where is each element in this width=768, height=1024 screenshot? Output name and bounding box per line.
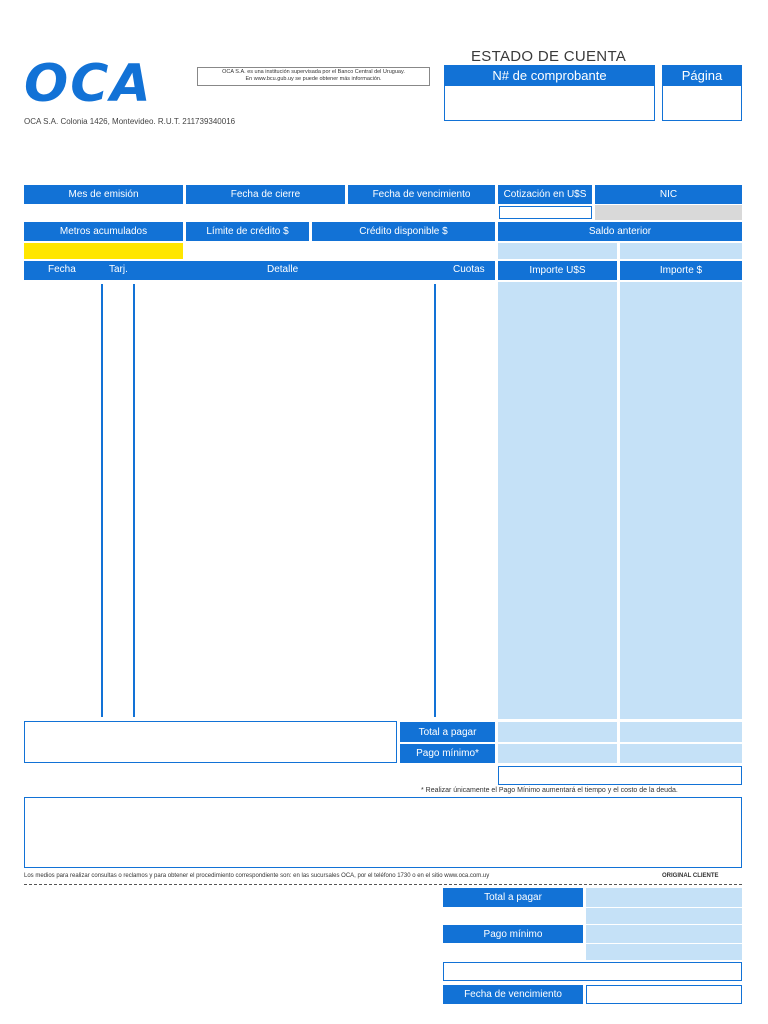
tear-off-line [24,884,742,885]
total-pagar-label: Total a pagar [400,722,495,742]
col-cuotas: Cuotas [453,264,485,275]
document-title: ESTADO DE CUENTA [471,48,627,65]
importe-pesos-column [620,282,742,719]
regulatory-notice-line-1: OCA S.A. es una institución supervisada por el Banco Central del Uruguay. [222,69,405,75]
nic-field [595,205,742,220]
pago-minimo-footnote: * Realizar únicamente el Pago Mínimo aumentará el tiempo y el costo de la deuda. [421,787,678,794]
message-box [24,721,397,763]
col-tarjeta: Tarj. [109,264,128,275]
comprobante-header: N# de comprobante [444,65,655,85]
pagina-header: Página [662,65,742,85]
contact-info: Los medios para realizar consultas o reclamos y para obtener el procedimiento correspondiente son: en las sucursales OCA, por el teléfono 1730 o en el sitio www.oca.com.uy [24,873,490,879]
payment-status-field [498,766,742,785]
saldo-anterior-pesos-field [620,243,742,259]
regulatory-notice-line-2: En www.bcu.gub.uy se puede obtener más información. [245,76,382,82]
stub-pago-minimo-value-1 [586,925,742,943]
mes-emision-header: Mes de emisión [24,185,183,204]
stub-pago-minimo-value-2 [586,944,742,960]
column-divider-detalle [434,284,436,717]
fecha-cierre-header: Fecha de cierre [186,185,345,204]
col-detalle: Detalle [267,264,299,275]
pago-minimo-pesos [620,744,742,763]
col-importe-pesos: Importe $ [620,261,742,280]
saldo-anterior-header: Saldo anterior [498,222,742,241]
stub-total-pagar-value-2 [586,908,742,924]
stub-fecha-vencimiento-field [586,985,742,1004]
credito-header: Crédito disponible $ [312,222,495,241]
stub-total-pagar-value-1 [586,888,742,907]
regulatory-notice [197,67,430,86]
total-pagar-usd [498,722,617,742]
cotizacion-field [499,206,592,219]
pago-minimo-usd [498,744,617,763]
saldo-anterior-usd-field [498,243,617,259]
fecha-vencimiento-header: Fecha de vencimiento [348,185,495,204]
pago-minimo-label: Pago mínimo* [400,744,495,763]
oca-logo: OCA [24,54,153,114]
total-pagar-pesos [620,722,742,742]
column-divider-fecha [101,284,103,717]
movements-table-header [24,261,495,280]
cotizacion-header: Cotización en U$S [498,185,592,204]
stub-payment-field [443,962,742,981]
col-fecha: Fecha [48,264,76,275]
company-address: OCA S.A. Colonia 1426, Montevideo. R.U.T. 211739340016 [24,117,236,126]
metros-header: Metros acumulados [24,222,183,241]
importe-usd-column [498,282,617,719]
nic-header: NIC [595,185,742,204]
metros-field [24,243,183,259]
stub-total-pagar-label: Total a pagar [443,888,583,907]
stub-fecha-vencimiento-label: Fecha de vencimiento [443,985,583,1004]
stub-pago-minimo-label: Pago mínimo [443,925,583,943]
copy-label: ORIGINAL CLIENTE [662,873,719,879]
limite-header: Límite de crédito $ [186,222,309,241]
column-divider-tarjeta [133,284,135,717]
pagina-field [662,85,742,121]
notes-box [24,797,742,868]
comprobante-field [444,85,655,121]
col-importe-usd: Importe U$S [498,261,617,280]
